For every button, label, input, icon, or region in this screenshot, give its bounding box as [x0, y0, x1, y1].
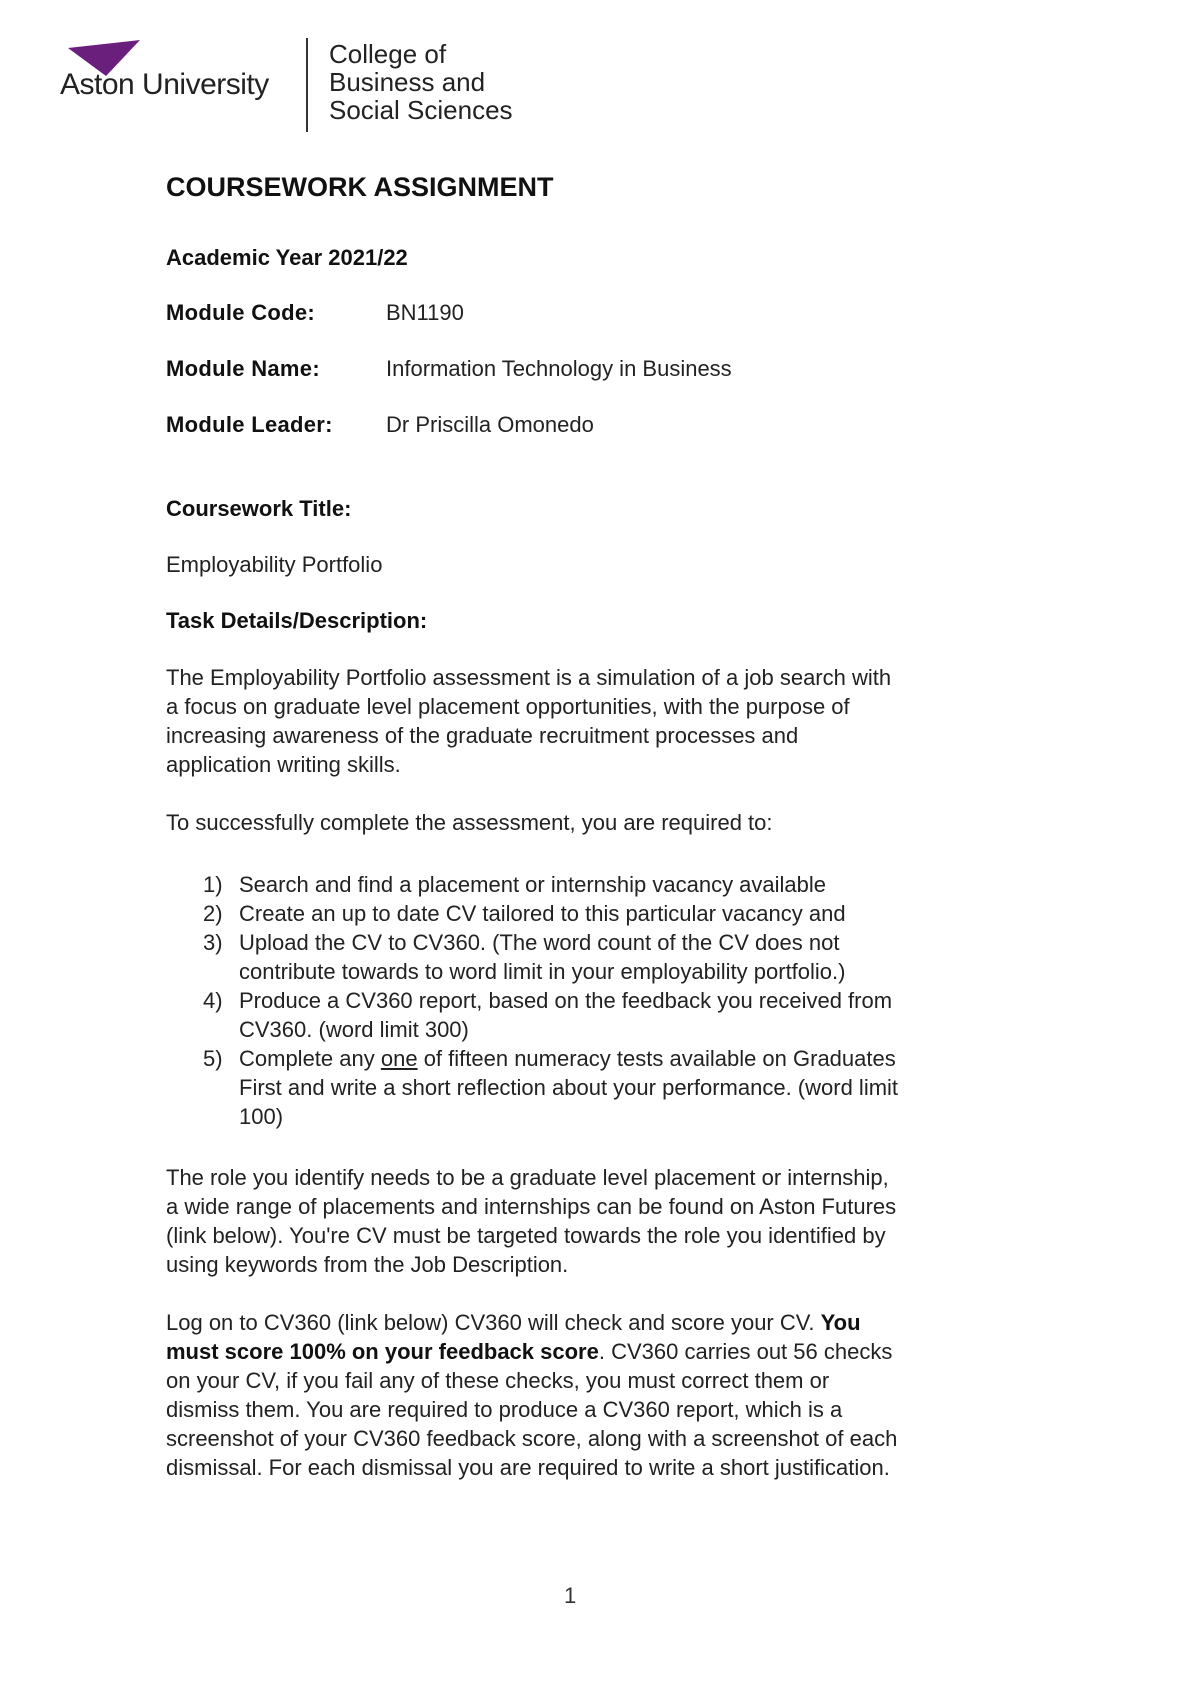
module-leader-label: Module Leader:: [166, 412, 333, 437]
underlined-word: one: [380, 1046, 418, 1071]
module-name-value: Information Technology in Business: [386, 356, 732, 381]
required-intro: [166, 808, 996, 837]
paragraph-line: application writing skills.: [166, 752, 401, 777]
list-item: [166, 928, 996, 986]
list-item-text: CV360. (word limit 300): [239, 1017, 469, 1042]
logo-divider: [306, 38, 308, 132]
paragraph-line: a focus on graduate level placement opportunities, with the purpose of: [166, 694, 850, 719]
task-details-label: Task Details/Description:: [166, 608, 428, 633]
academic-year: Academic Year 2021/22: [166, 245, 408, 270]
paragraph-line: [166, 1308, 996, 1337]
module-leader-value: Dr Priscilla Omonedo: [386, 412, 594, 437]
text-run: Complete any: [239, 1046, 381, 1071]
list-number: 2): [203, 901, 223, 926]
list-item-text: contribute towards to word limit in your employability portfolio.): [239, 959, 846, 984]
module-code-row: [166, 300, 464, 326]
list-item-text: Produce a CV360 report, based on the feedback you received from: [239, 988, 893, 1013]
list-item-text: Upload the CV to CV360. (The word count of the CV does not: [239, 930, 840, 955]
module-leader-row: [166, 412, 594, 438]
paragraph-line: (link below). You're CV must be targeted towards the role you identified by: [166, 1223, 886, 1248]
university-name: Aston University: [60, 68, 269, 101]
paragraph-line: increasing awareness of the graduate recruitment processes and: [166, 723, 799, 748]
list-number: 1): [203, 872, 223, 897]
paragraph-line: dismissal. For each dismissal you are required to write a short justification.: [166, 1455, 890, 1480]
list-item-text: [239, 1044, 996, 1073]
paragraph-line: a wide range of placements and internships can be found on Aston Futures: [166, 1194, 897, 1219]
paragraph-line: The Employability Portfolio assessment is a simulation of a job search with: [166, 665, 892, 690]
paragraph-line: The role you identify needs to be a graduate level placement or internship,: [166, 1165, 889, 1190]
cv360-paragraph: [166, 1308, 996, 1482]
college-line: Social Sciences: [329, 95, 513, 125]
bold-run: You: [820, 1310, 861, 1335]
module-name-label: Module Name:: [166, 356, 320, 381]
college-line: College of: [329, 39, 447, 69]
text-run: of fifteen numeracy tests available on Graduates: [417, 1046, 896, 1071]
module-name-row: [166, 356, 732, 382]
list-item-text: First and write a short reflection about your performance. (word limit: [239, 1075, 899, 1100]
coursework-title-label: Coursework Title:: [166, 496, 352, 521]
page-number: 1: [564, 1583, 577, 1608]
list-item: [166, 1044, 996, 1131]
paragraph-line: [166, 1337, 996, 1366]
college-name: [329, 40, 513, 124]
list-item: [166, 899, 996, 928]
paragraph-line: using keywords from the Job Description.: [166, 1252, 569, 1277]
list-item-text: 100): [239, 1104, 284, 1129]
list-item-text: Create an up to date CV tailored to this particular vacancy and: [239, 901, 846, 926]
list-item-text: Search and find a placement or internship vacancy available: [239, 872, 827, 897]
bold-run: must score 100% on your feedback score: [166, 1339, 599, 1364]
coursework-title: Employability Portfolio: [166, 552, 383, 577]
list-number: 5): [203, 1046, 223, 1071]
text-run: . CV360 carries out 56 checks: [598, 1339, 893, 1364]
paragraph-line: To successfully complete the assessment, you are required to:: [166, 810, 773, 835]
list-number: 4): [203, 988, 223, 1013]
paragraph-line: screenshot of your CV360 feedback score, along with a screenshot of each: [166, 1426, 898, 1451]
module-code-value: BN1190: [386, 300, 464, 325]
paragraph-line: dismiss them. You are required to produce a CV360 report, which is a: [166, 1397, 843, 1422]
steps-list: [166, 870, 996, 1131]
list-number: 3): [203, 930, 223, 955]
list-item: [166, 870, 996, 899]
intro-paragraph: [166, 663, 996, 779]
list-item: [166, 986, 996, 1044]
module-code-label: Module Code:: [166, 300, 316, 325]
role-paragraph: [166, 1163, 996, 1279]
text-run: Log on to CV360 (link below) CV360 will check and score your CV.: [166, 1310, 821, 1335]
paragraph-line: on your CV, if you fail any of these checks, you must correct them or: [166, 1368, 830, 1393]
document-header: [60, 38, 580, 134]
college-line: Business and: [329, 67, 486, 97]
document-title: COURSEWORK ASSIGNMENT: [166, 172, 554, 202]
